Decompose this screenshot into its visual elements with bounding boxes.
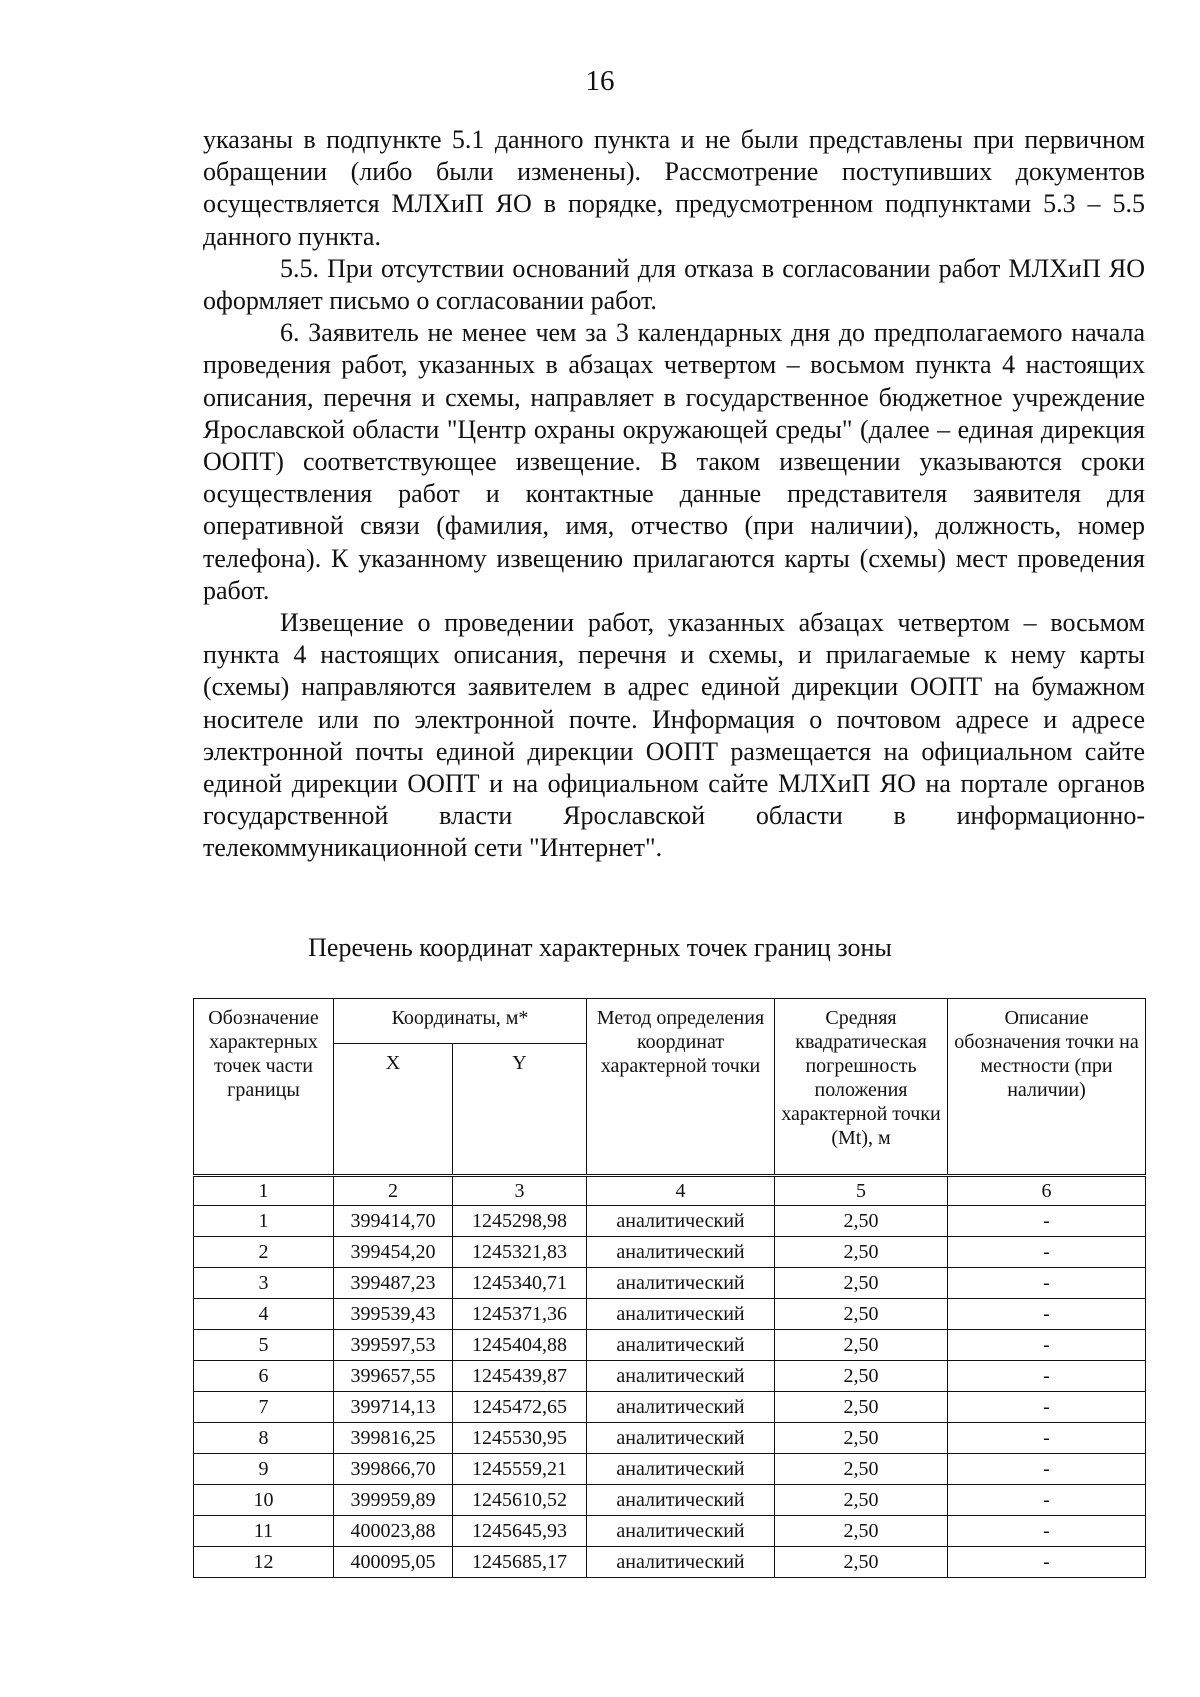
cell-method: аналитический [587, 1392, 775, 1423]
cell-method: аналитический [587, 1268, 775, 1299]
cell-description: - [948, 1485, 1146, 1516]
table-row [194, 1237, 1146, 1268]
table-row [194, 1423, 1146, 1454]
cell-error: 2,50 [775, 1547, 948, 1578]
cell-x: 399597,53 [334, 1330, 453, 1361]
cell-y: 1245371,36 [453, 1299, 587, 1330]
paragraph: указаны в подпункте 5.1 данного пункта и не были представлены при первичном обращении (либо были изменены). Рассмотрение поступивших документов осуществляется МЛХиП ЯО в порядке, предусмотренном подпунктами 5.3 – 5.5 данного пункта. [203, 125, 1145, 251]
cell-y: 1245340,71 [453, 1268, 587, 1299]
column-number: 4 [587, 1176, 775, 1206]
cell-method: аналитический [587, 1206, 775, 1237]
cell-point: 10 [194, 1485, 334, 1516]
table-body [194, 1206, 1146, 1578]
cell-error: 2,50 [775, 1299, 948, 1330]
cell-point: 11 [194, 1516, 334, 1547]
cell-x: 399454,20 [334, 1237, 453, 1268]
cell-error: 2,50 [775, 1361, 948, 1392]
cell-x: 399866,70 [334, 1454, 453, 1485]
cell-error: 2,50 [775, 1485, 948, 1516]
cell-y: 1245439,87 [453, 1361, 587, 1392]
cell-y: 1245472,65 [453, 1392, 587, 1423]
header-error: Средняя квадратическая погрешность положения характерной точки (Mt), м [775, 999, 948, 1176]
cell-description: - [948, 1299, 1146, 1330]
cell-y: 1245559,21 [453, 1454, 587, 1485]
table-row [194, 1330, 1146, 1361]
header-method: Метод определения координат характерной точки [587, 999, 775, 1176]
column-number: 5 [775, 1176, 948, 1206]
table-row [194, 1299, 1146, 1330]
coordinates-table [193, 998, 1146, 1578]
cell-method: аналитический [587, 1237, 775, 1268]
column-number-row [194, 1176, 1146, 1206]
cell-point: 9 [194, 1454, 334, 1485]
cell-point: 7 [194, 1392, 334, 1423]
column-number: 6 [948, 1176, 1146, 1206]
cell-error: 2,50 [775, 1237, 948, 1268]
header-y: Y [453, 1044, 587, 1176]
cell-point: 6 [194, 1361, 334, 1392]
cell-description: - [948, 1392, 1146, 1423]
body-text [203, 124, 1145, 865]
header-coords: Координаты, м* [334, 999, 587, 1044]
cell-x: 399414,70 [334, 1206, 453, 1237]
cell-error: 2,50 [775, 1516, 948, 1547]
header-point: Обозначение характерных точек части границы [194, 999, 334, 1176]
cell-description: - [948, 1361, 1146, 1392]
cell-method: аналитический [587, 1485, 775, 1516]
cell-y: 1245298,98 [453, 1206, 587, 1237]
table-row [194, 1361, 1146, 1392]
cell-x: 400095,05 [334, 1547, 453, 1578]
cell-y: 1245645,93 [453, 1516, 587, 1547]
cell-description: - [948, 1516, 1146, 1547]
cell-x: 400023,88 [334, 1516, 453, 1547]
cell-description: - [948, 1237, 1146, 1268]
cell-description: - [948, 1423, 1146, 1454]
cell-x: 399487,23 [334, 1268, 453, 1299]
cell-method: аналитический [587, 1361, 775, 1392]
cell-method: аналитический [587, 1330, 775, 1361]
cell-point: 4 [194, 1299, 334, 1330]
cell-x: 399657,55 [334, 1361, 453, 1392]
cell-method: аналитический [587, 1547, 775, 1578]
cell-point: 2 [194, 1237, 334, 1268]
cell-description: - [948, 1547, 1146, 1578]
cell-y: 1245610,52 [453, 1485, 587, 1516]
cell-method: аналитический [587, 1299, 775, 1330]
header-x: X [334, 1044, 453, 1176]
table-row [194, 1268, 1146, 1299]
cell-point: 1 [194, 1206, 334, 1237]
table-row [194, 1206, 1146, 1237]
column-number: 3 [453, 1176, 587, 1206]
cell-point: 12 [194, 1547, 334, 1578]
cell-error: 2,50 [775, 1330, 948, 1361]
cell-method: аналитический [587, 1516, 775, 1547]
cell-y: 1245530,95 [453, 1423, 587, 1454]
column-number: 1 [194, 1176, 334, 1206]
cell-y: 1245321,83 [453, 1237, 587, 1268]
page-number: 16 [585, 65, 615, 97]
cell-point: 8 [194, 1423, 334, 1454]
cell-error: 2,50 [775, 1423, 948, 1454]
cell-point: 3 [194, 1268, 334, 1299]
cell-description: - [948, 1206, 1146, 1237]
cell-method: аналитический [587, 1454, 775, 1485]
cell-y: 1245404,88 [453, 1330, 587, 1361]
table-title: Перечень координат характерных точек границ зоны [308, 933, 892, 962]
paragraph: 6. Заявитель не менее чем за 3 календарных дня до предполагаемого начала проведения работ, указанных в абзацах четвертом – восьмом пункта 4 настоящих описания, перечня и схемы, направляет в государственное бюджетное учреждение Ярославской области "Центр охраны окружающей среды" (далее – единая дирекция ООПТ) соответствующее извещение. В таком извещении указываются сроки осуществления работ и контактные данные представителя заявителя для оперативной связи (фамилия, имя, отчество (при наличии), должность, номер телефона). К указанному извещению прилагаются карты (схемы) мест проведения работ. [203, 318, 1145, 605]
cell-method: аналитический [587, 1423, 775, 1454]
cell-description: - [948, 1330, 1146, 1361]
cell-description: - [948, 1454, 1146, 1485]
table-row [194, 1392, 1146, 1423]
cell-x: 399714,13 [334, 1392, 453, 1423]
cell-error: 2,50 [775, 1392, 948, 1423]
cell-error: 2,50 [775, 1454, 948, 1485]
table-row [194, 1547, 1146, 1578]
header-description: Описание обозначения точки на местности (при наличии) [948, 999, 1146, 1176]
cell-x: 399959,89 [334, 1485, 453, 1516]
column-number: 2 [334, 1176, 453, 1206]
table-row [194, 1516, 1146, 1547]
paragraph: Извещение о проведении работ, указанных абзацах четвертом – восьмом пункта 4 настоящих описания, перечня и схемы, и прилагаемые к нему карты (схемы) направляются заявителем в адрес единой дирекции ООПТ на бумажном носителе или по электронной почте. Информация о почтовом адресе и адресе электронной почты единой дирекции ООПТ размещается на официальном сайте единой дирекции ООПТ и на официальном сайте МЛХиП ЯО на портале органов государственной власти Ярославской области в информационно-телекоммуникационной сети "Интернет". [203, 608, 1145, 863]
cell-error: 2,50 [775, 1268, 948, 1299]
table-row [194, 1485, 1146, 1516]
cell-y: 1245685,17 [453, 1547, 587, 1578]
cell-x: 399816,25 [334, 1423, 453, 1454]
cell-error: 2,50 [775, 1206, 948, 1237]
cell-x: 399539,43 [334, 1299, 453, 1330]
cell-description: - [948, 1268, 1146, 1299]
cell-point: 5 [194, 1330, 334, 1361]
table-row [194, 1454, 1146, 1485]
paragraph: 5.5. При отсутствии оснований для отказа в согласовании работ МЛХиП ЯО оформляет письмо о согласовании работ. [203, 253, 1145, 316]
